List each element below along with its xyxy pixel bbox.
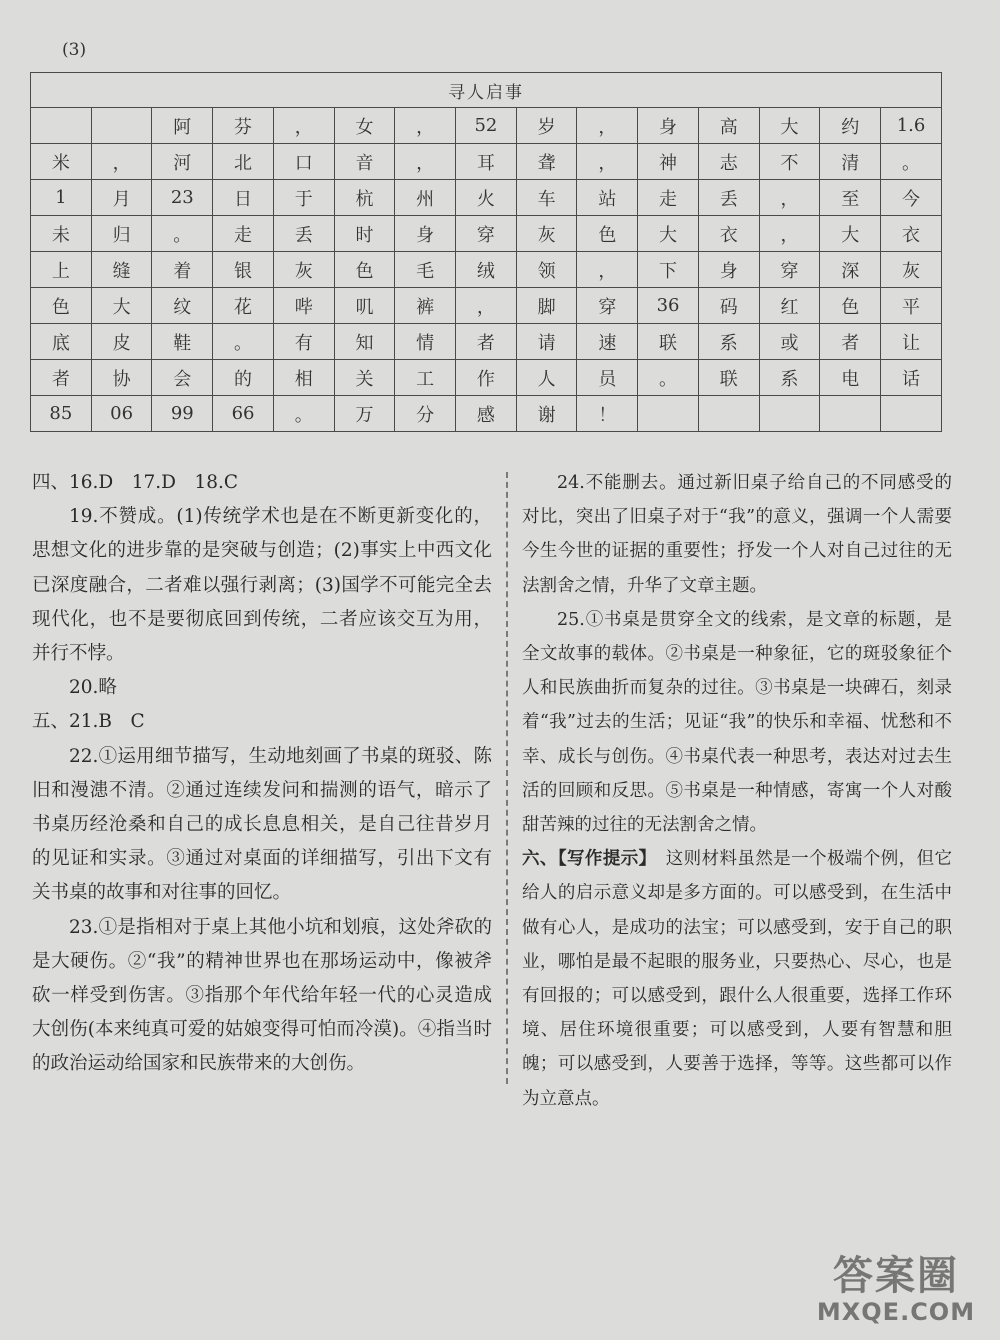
grid-cell bbox=[638, 396, 699, 432]
grid-row bbox=[31, 288, 942, 324]
grid-cell: 走 bbox=[638, 180, 699, 216]
grid-cell: 火 bbox=[456, 180, 517, 216]
grid-cell: ， bbox=[273, 108, 334, 144]
grid-cell bbox=[881, 396, 942, 432]
grid-cell: 大 bbox=[759, 108, 820, 144]
grid-cell: 上 bbox=[31, 252, 92, 288]
grid-cell: 州 bbox=[395, 180, 456, 216]
grid-cell: 感 bbox=[456, 396, 517, 432]
grid-cell: 叽 bbox=[334, 288, 395, 324]
grid-cell: 。 bbox=[881, 144, 942, 180]
grid-cell: 大 bbox=[638, 216, 699, 252]
grid-cell: ， bbox=[577, 108, 638, 144]
grid-cell: 聋 bbox=[516, 144, 577, 180]
grid-cell: 分 bbox=[395, 396, 456, 432]
watermark bbox=[806, 1254, 986, 1326]
grid-cell: 灰 bbox=[516, 216, 577, 252]
answer-paragraph: 四、16.D 17.D 18.C bbox=[32, 472, 239, 493]
grid-cell: 码 bbox=[698, 288, 759, 324]
grid-cell: 万 bbox=[334, 396, 395, 432]
grid-row bbox=[31, 216, 942, 252]
answer-paragraph: 20.略 bbox=[69, 677, 117, 699]
grid-cell: 神 bbox=[638, 144, 699, 180]
grid-cell: 色 bbox=[31, 288, 92, 324]
grid-cell: 平 bbox=[881, 288, 942, 324]
grid-cell: 身 bbox=[638, 108, 699, 144]
grid-cell: 系 bbox=[759, 360, 820, 396]
grid-cell: 着 bbox=[152, 252, 213, 288]
grid-cell: 杭 bbox=[334, 180, 395, 216]
grid-cell: 。 bbox=[152, 216, 213, 252]
grid-cell: ， bbox=[456, 288, 517, 324]
grid-cell bbox=[759, 396, 820, 432]
grid-cell: 红 bbox=[759, 288, 820, 324]
grid-row bbox=[31, 108, 942, 144]
grid-cell: 23 bbox=[152, 180, 213, 216]
grid-cell: 99 bbox=[152, 396, 213, 432]
grid-cell: 缝 bbox=[91, 252, 152, 288]
grid-cell: ， bbox=[395, 108, 456, 144]
grid-cell: ， bbox=[577, 144, 638, 180]
grid-cell: 协 bbox=[91, 360, 152, 396]
grid-cell: 毛 bbox=[395, 252, 456, 288]
grid-cell: 绒 bbox=[456, 252, 517, 288]
grid-cell: 灰 bbox=[273, 252, 334, 288]
answer-paragraph: 五、21.B C bbox=[32, 711, 145, 733]
notice-grid bbox=[30, 72, 942, 432]
grid-cell: 未 bbox=[31, 216, 92, 252]
grid-cell bbox=[820, 396, 881, 432]
answer-paragraph: 22.①运用细节描写，生动地刻画了书桌的斑驳、陈旧和漫漶不清。②通过连续发问和揣测的语气，暗示了书桌历经沧桑和自己的成长息息相关，是自己往昔岁月的见证和实录。③通过对桌面的详细描写，引出下文有关书桌的故事和对往事的回忆。 bbox=[32, 745, 492, 904]
grid-cell: 河 bbox=[152, 144, 213, 180]
grid-cell: ， bbox=[759, 180, 820, 216]
section-six-prefix: 六、 bbox=[522, 849, 558, 870]
grid-cell bbox=[31, 108, 92, 144]
grid-row bbox=[31, 396, 942, 432]
grid-cell: 系 bbox=[698, 324, 759, 360]
grid-cell: 情 bbox=[395, 324, 456, 360]
grid-cell: 岁 bbox=[516, 108, 577, 144]
grid-cell: 大 bbox=[91, 288, 152, 324]
grid-cell: 色 bbox=[577, 216, 638, 252]
grid-cell: 丢 bbox=[698, 180, 759, 216]
grid-cell: ！ bbox=[577, 396, 638, 432]
grid-cell: 联 bbox=[638, 324, 699, 360]
grid-cell: 06 bbox=[91, 396, 152, 432]
answer-25: 25.①书桌是贯穿全文的线索，是文章的标题，是全文故事的载体。②书桌是一种象征，它的斑驳象征个人和民族曲折而复杂的过往。③书桌是一块碑石，刻录着“我”过去的生活；见证“我”的快乐和幸福、忧愁和不幸、成长与创伤。④书桌代表一种思考，表达对过去生活的回顾和反思。⑤书桌是一种情感，寄寓一个人对酸甜苦辣的过往的无法割舍之情。 bbox=[522, 609, 952, 836]
grid-cell: 穿 bbox=[577, 288, 638, 324]
grid-cell: 或 bbox=[759, 324, 820, 360]
grid-cell: 女 bbox=[334, 108, 395, 144]
watermark-logo: 答案圈 bbox=[833, 1253, 959, 1299]
grid-cell: 纹 bbox=[152, 288, 213, 324]
grid-row bbox=[31, 180, 942, 216]
grid-cell: 下 bbox=[638, 252, 699, 288]
grid-cell: 请 bbox=[516, 324, 577, 360]
grid-cell: 耳 bbox=[456, 144, 517, 180]
grid-cell: 不 bbox=[759, 144, 820, 180]
grid-cell: 者 bbox=[820, 324, 881, 360]
grid-cell: 电 bbox=[820, 360, 881, 396]
answers-left-column bbox=[32, 466, 492, 1082]
grid-cell: 芬 bbox=[213, 108, 274, 144]
grid-row bbox=[31, 252, 942, 288]
grid-cell: 志 bbox=[698, 144, 759, 180]
grid-cell: 走 bbox=[213, 216, 274, 252]
grid-cell: 工 bbox=[395, 360, 456, 396]
grid-cell: 鞋 bbox=[152, 324, 213, 360]
writing-hint-text: 这则材料虽然是一个极端个例，但它给人的启示意义却是多方面的。可以感受到，在生活中做有心人，是成功的法宝；可以感受到，安于自己的职业，哪怕是最不起眼的服务业，只要热心、尽心，也是有回报的；可以感受到，跟什么人很重要，选择工作环境、居住环境很重要；可以感受到，人要有智慧和胆魄；可以感受到，人要善于选择，等等。这些都可以作为立意点。 bbox=[522, 849, 953, 1109]
grid-cell: 北 bbox=[213, 144, 274, 180]
grid-row bbox=[31, 324, 942, 360]
notice-table bbox=[30, 72, 942, 432]
grid-cell: 色 bbox=[820, 288, 881, 324]
grid-cell: 灰 bbox=[881, 252, 942, 288]
grid-cell: 于 bbox=[273, 180, 334, 216]
grid-cell: 。 bbox=[273, 396, 334, 432]
grid-cell bbox=[91, 108, 152, 144]
grid-cell: 会 bbox=[152, 360, 213, 396]
answer-paragraph: 19.不赞成。(1)传统学术也是在不断更新变化的，思想文化的进步靠的是突破与创造；(2)事实上中西文化已深度融合，二者难以强行剥离；(3)国学不可能完全去现代化，也不是要彻底回到传统，二者应该交互为用，并行不悖。 bbox=[32, 506, 492, 665]
grid-cell: 话 bbox=[881, 360, 942, 396]
grid-cell: 领 bbox=[516, 252, 577, 288]
grid-cell: 员 bbox=[577, 360, 638, 396]
writing-hint-label: 【写作提示】 bbox=[557, 849, 648, 870]
page-label: (3) bbox=[62, 40, 87, 60]
grid-cell: 裤 bbox=[395, 288, 456, 324]
grid-cell: ， bbox=[577, 252, 638, 288]
grid-row bbox=[31, 360, 942, 396]
grid-cell: 穿 bbox=[456, 216, 517, 252]
grid-cell: 归 bbox=[91, 216, 152, 252]
grid-cell: 。 bbox=[213, 324, 274, 360]
grid-cell: 者 bbox=[31, 360, 92, 396]
grid-cell: 站 bbox=[577, 180, 638, 216]
grid-cell: 花 bbox=[213, 288, 274, 324]
grid-cell: 衣 bbox=[698, 216, 759, 252]
grid-cell: 大 bbox=[820, 216, 881, 252]
grid-cell: 丢 bbox=[273, 216, 334, 252]
grid-cell: 日 bbox=[213, 180, 274, 216]
grid-cell: 底 bbox=[31, 324, 92, 360]
grid-cell: 今 bbox=[881, 180, 942, 216]
grid-cell: 有 bbox=[273, 324, 334, 360]
grid-cell: 阿 bbox=[152, 108, 213, 144]
grid-cell: 85 bbox=[31, 396, 92, 432]
grid-cell: 皮 bbox=[91, 324, 152, 360]
grid-cell: 色 bbox=[334, 252, 395, 288]
grid-cell: 身 bbox=[395, 216, 456, 252]
grid-cell: 知 bbox=[334, 324, 395, 360]
grid-cell: 清 bbox=[820, 144, 881, 180]
grid-cell: 口 bbox=[273, 144, 334, 180]
grid-cell: 时 bbox=[334, 216, 395, 252]
grid-cell: 人 bbox=[516, 360, 577, 396]
grid-cell: 深 bbox=[820, 252, 881, 288]
grid-cell: 音 bbox=[334, 144, 395, 180]
grid-cell: 。 bbox=[638, 360, 699, 396]
grid-cell: 银 bbox=[213, 252, 274, 288]
grid-cell: 车 bbox=[516, 180, 577, 216]
column-divider bbox=[506, 472, 508, 1084]
grid-cell: 者 bbox=[456, 324, 517, 360]
grid-cell: 约 bbox=[820, 108, 881, 144]
grid-cell: ， bbox=[91, 144, 152, 180]
grid-cell bbox=[698, 396, 759, 432]
grid-cell: 66 bbox=[213, 396, 274, 432]
grid-cell: 速 bbox=[577, 324, 638, 360]
notice-grid-body bbox=[31, 108, 942, 432]
answer-paragraph: 23.①是指相对于桌上其他小坑和划痕，这处斧砍的是大硬伤。②“我”的精神世界也在那场运动中，像被斧砍一样受到伤害。③指那个年代给年轻一代的心灵造成大创伤(本来纯真可爱的姑娘变得可怕而冷漠)。④指当时的政治运动给国家和民族带来的大创伤。 bbox=[32, 916, 492, 1075]
grid-cell: 1 bbox=[31, 180, 92, 216]
grid-cell: 身 bbox=[698, 252, 759, 288]
grid-cell: ， bbox=[759, 216, 820, 252]
grid-cell: 的 bbox=[213, 360, 274, 396]
grid-cell: 关 bbox=[334, 360, 395, 396]
grid-cell: 1.6 bbox=[881, 108, 942, 144]
grid-cell: 衣 bbox=[881, 216, 942, 252]
grid-cell: 高 bbox=[698, 108, 759, 144]
answer-24: 24.不能删去。通过新旧桌子给自己的不同感受的对比，突出了旧桌子对于“我”的意义，强调一个人需要今生今世的证据的重要性；抒发一个人对自己过往的无法割舍之情，升华了文章主题。 bbox=[522, 473, 952, 596]
grid-cell: 月 bbox=[91, 180, 152, 216]
grid-cell: 哔 bbox=[273, 288, 334, 324]
answers-right-column bbox=[522, 466, 952, 1116]
grid-cell: 52 bbox=[456, 108, 517, 144]
grid-cell: 穿 bbox=[759, 252, 820, 288]
grid-cell: 相 bbox=[273, 360, 334, 396]
grid-cell: 36 bbox=[638, 288, 699, 324]
grid-row bbox=[31, 144, 942, 180]
grid-cell: 让 bbox=[881, 324, 942, 360]
grid-cell: 作 bbox=[456, 360, 517, 396]
grid-cell: 谢 bbox=[516, 396, 577, 432]
grid-cell: ， bbox=[395, 144, 456, 180]
notice-title: 寻人启事 bbox=[31, 73, 942, 108]
grid-cell: 米 bbox=[31, 144, 92, 180]
watermark-url: MXQE.COM bbox=[816, 1298, 976, 1326]
section-six bbox=[522, 842, 952, 1116]
grid-cell: 至 bbox=[820, 180, 881, 216]
grid-cell: 脚 bbox=[516, 288, 577, 324]
grid-cell: 联 bbox=[698, 360, 759, 396]
